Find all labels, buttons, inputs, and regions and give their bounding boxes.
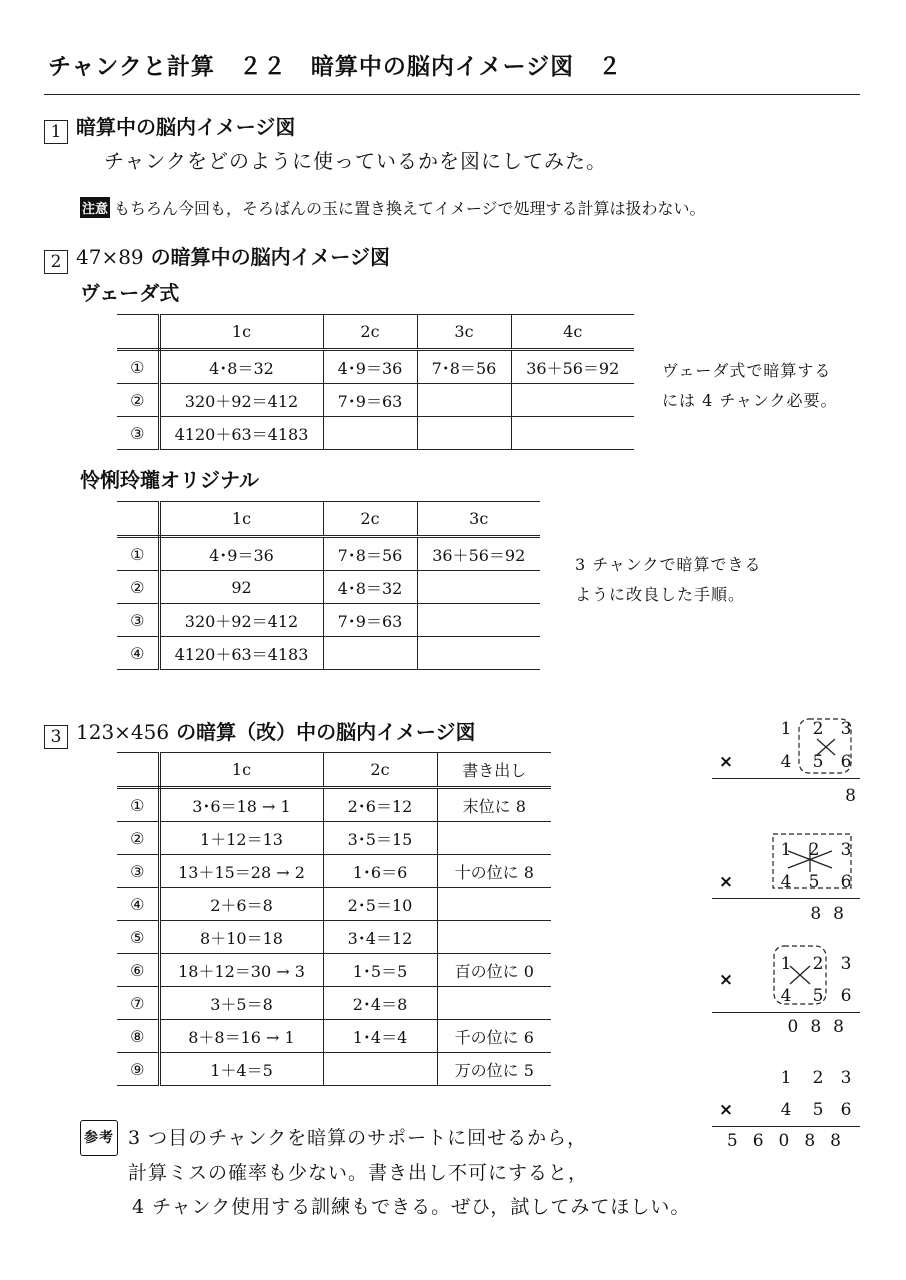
digit-bottom-6: 6 xyxy=(840,752,852,772)
table-cell: 3･5＝15 xyxy=(323,822,437,855)
steps-header: 書き出し xyxy=(437,753,551,788)
digit-bottom-5: 5 xyxy=(812,986,824,1006)
vedic-header: 1c xyxy=(159,315,323,350)
table-cell: 7･8＝56 xyxy=(417,350,511,384)
row-index: ② xyxy=(117,384,159,417)
digit-bottom-5: 5 xyxy=(812,752,824,772)
table-cell: 3＋5＝8 xyxy=(159,987,323,1020)
table-cell: 4･8＝32 xyxy=(323,571,417,604)
table-row xyxy=(117,604,540,637)
digit-top-2: 2 xyxy=(812,719,824,739)
table-cell xyxy=(323,417,417,450)
section-3-heading xyxy=(44,716,475,749)
digit-bottom-6: 6 xyxy=(840,1100,852,1120)
row-index: ⑦ xyxy=(117,987,159,1020)
table-cell: 4120＋63＝4183 xyxy=(159,637,323,670)
steps-header: 1c xyxy=(159,753,323,788)
digit-bottom-4: 4 xyxy=(780,752,792,772)
cross-box-2 xyxy=(770,832,854,892)
table-cell: 4･9＝36 xyxy=(159,537,323,571)
section-2-number: 2 xyxy=(44,250,68,274)
times-sign: × xyxy=(718,970,734,990)
table-cell xyxy=(437,987,551,1020)
times-sign: × xyxy=(718,1100,734,1120)
table-cell xyxy=(437,921,551,954)
table-cell: 1･4＝4 xyxy=(323,1020,437,1053)
digit-bottom-4: 4 xyxy=(780,986,792,1006)
table-cell: 2･5＝10 xyxy=(323,888,437,921)
table-cell: 320＋92＝412 xyxy=(159,604,323,637)
vedic-table xyxy=(117,314,634,450)
table-cell: 2＋6＝8 xyxy=(159,888,323,921)
table-cell: 2･6＝12 xyxy=(323,788,437,822)
row-index: ③ xyxy=(117,855,159,888)
table-cell: 4･8＝32 xyxy=(159,350,323,384)
section-3-number: 3 xyxy=(44,725,68,749)
section-2-expression: 47×89 xyxy=(76,245,144,269)
digit-top-3: 3 xyxy=(840,840,852,860)
table-cell: 1＋12＝13 xyxy=(159,822,323,855)
table-cell: 7･9＝63 xyxy=(323,384,417,417)
cross-box-1 xyxy=(795,717,855,777)
digit-top-1: 1 xyxy=(780,840,792,860)
table-cell: 4･9＝36 xyxy=(323,350,417,384)
result-line xyxy=(712,898,860,899)
digit-bottom-5: 5 xyxy=(808,872,820,892)
table-cell: 320＋92＝412 xyxy=(159,384,323,417)
table-cell: 末位に 8 xyxy=(437,788,551,822)
table-cell xyxy=(417,417,511,450)
section-1-heading xyxy=(44,111,295,144)
table-cell: 1＋4＝5 xyxy=(159,1053,323,1086)
digit-top-2: 2 xyxy=(812,1068,824,1088)
digit-top-2: 2 xyxy=(808,840,820,860)
table-cell: 3･6＝18 → 1 xyxy=(159,788,323,822)
table-cell xyxy=(511,384,634,417)
section-1-title: 暗算中の脳内イメージ図 xyxy=(76,115,296,139)
vedic-header: 4c xyxy=(511,315,634,350)
original-header: 3c xyxy=(417,502,540,537)
vedic-note-line: には 4 チャンク必要。 xyxy=(662,391,838,410)
table-cell xyxy=(417,637,540,670)
row-index: ② xyxy=(117,571,159,604)
digit-top-2: 2 xyxy=(812,954,824,974)
table-row xyxy=(117,350,634,384)
page-title: チャンクと計算 ２２ 暗算中の脳内イメージ図 ２ xyxy=(48,54,623,80)
table-cell: 18＋12＝30 → 3 xyxy=(159,954,323,987)
table-cell: 8＋8＝16 → 1 xyxy=(159,1020,323,1053)
vedic-note xyxy=(662,356,838,416)
vedic-header: 2c xyxy=(323,315,417,350)
table-cell: 1･6＝6 xyxy=(323,855,437,888)
steps-header-index xyxy=(117,753,159,788)
table-cell: 13＋15＝28 → 2 xyxy=(159,855,323,888)
table-cell xyxy=(417,571,540,604)
original-note-line: ように改良した手順。 xyxy=(575,585,746,604)
table-cell: 万の位に 5 xyxy=(437,1053,551,1086)
steps-header: 2c xyxy=(323,753,437,788)
row-index: ② xyxy=(117,822,159,855)
digit-bottom-5: 5 xyxy=(812,1100,824,1120)
digit-top-1: 1 xyxy=(780,719,792,739)
row-index: ③ xyxy=(117,604,159,637)
table-row xyxy=(117,822,551,855)
digit-top-3: 3 xyxy=(840,1068,852,1088)
table-cell: 8＋10＝18 xyxy=(159,921,323,954)
table-cell: 36＋56＝92 xyxy=(511,350,634,384)
table-row xyxy=(117,987,551,1020)
vedic-header: 3c xyxy=(417,315,511,350)
title-rule xyxy=(44,94,860,95)
reference-line: 計算ミスの確率も少ない。書き出し不可にすると， xyxy=(128,1162,589,1184)
section-3-expression: 123×456 xyxy=(76,720,170,744)
result-line xyxy=(712,1012,860,1013)
reference-line: 4 チャンク使用する訓練もできる。ぜひ，試してみてほしい。 xyxy=(132,1196,691,1218)
row-index: ⑨ xyxy=(117,1053,159,1086)
table-row xyxy=(117,571,540,604)
table-cell xyxy=(417,384,511,417)
final-result: 56088 xyxy=(726,1131,856,1151)
row-index: ⑤ xyxy=(117,921,159,954)
section-1-number: 1 xyxy=(44,120,68,144)
times-sign: × xyxy=(718,872,734,892)
digit-bottom-4: 4 xyxy=(780,872,792,892)
vedic-title: ヴェーダ式 xyxy=(80,281,180,305)
partial-result-3: 088 xyxy=(787,1017,856,1037)
note-tag: 注意 xyxy=(80,197,110,218)
reference-line: 3 つ目のチャンクを暗算のサポートに回せるから， xyxy=(128,1127,588,1149)
table-cell: 92 xyxy=(159,571,323,604)
section-2-heading xyxy=(44,241,390,274)
table-cell xyxy=(437,822,551,855)
table-row xyxy=(117,384,634,417)
table-row xyxy=(117,1020,551,1053)
vedic-header-index xyxy=(117,315,159,350)
result-line xyxy=(712,778,860,779)
times-sign: × xyxy=(718,752,734,772)
table-cell: 千の位に 6 xyxy=(437,1020,551,1053)
table-row xyxy=(117,855,551,888)
row-index: ④ xyxy=(117,637,159,670)
table-cell: 百の位に 0 xyxy=(437,954,551,987)
original-note xyxy=(575,550,761,610)
original-header-index xyxy=(117,502,159,537)
digit-top-3: 3 xyxy=(840,719,852,739)
table-row xyxy=(117,417,634,450)
table-row xyxy=(117,888,551,921)
table-cell: 1･5＝5 xyxy=(323,954,437,987)
table-cell: 3･4＝12 xyxy=(323,921,437,954)
table-cell xyxy=(417,604,540,637)
steps-table xyxy=(117,752,551,1086)
digit-bottom-6: 6 xyxy=(840,986,852,1006)
row-index: ④ xyxy=(117,888,159,921)
reference-note xyxy=(80,1120,690,1224)
partial-result-2: 88 xyxy=(810,904,856,924)
digit-top-1: 1 xyxy=(780,1068,792,1088)
note-text: もちろん今回も，そろばんの玉に置き換えてイメージで処理する計算は扱わない。 xyxy=(114,199,706,218)
row-index: ① xyxy=(117,537,159,571)
section-1-text: チャンクをどのように使っているかを図にしてみた。 xyxy=(104,149,607,173)
section-1-note xyxy=(80,196,706,219)
table-row xyxy=(117,788,551,822)
table-cell: 7･9＝63 xyxy=(323,604,417,637)
row-index: ③ xyxy=(117,417,159,450)
table-cell: 2･4＝8 xyxy=(323,987,437,1020)
row-index: ⑧ xyxy=(117,1020,159,1053)
table-cell: 十の位に 8 xyxy=(437,855,551,888)
result-line xyxy=(712,1126,860,1127)
original-header: 2c xyxy=(323,502,417,537)
vedic-note-line: ヴェーダ式で暗算する xyxy=(662,361,832,380)
original-title: 怜悧玲瓏オリジナル xyxy=(80,468,259,492)
table-cell: 4120＋63＝4183 xyxy=(159,417,323,450)
digit-top-1: 1 xyxy=(780,954,792,974)
row-index: ① xyxy=(117,350,159,384)
table-cell: 7･8＝56 xyxy=(323,537,417,571)
partial-result-1: 8 xyxy=(845,786,856,806)
cross-box-3 xyxy=(770,944,830,1008)
reference-tag: 参考 xyxy=(80,1120,118,1156)
section-2-title: の暗算中の脳内イメージ図 xyxy=(150,245,391,269)
table-cell xyxy=(323,1053,437,1086)
table-row xyxy=(117,537,540,571)
digit-top-3: 3 xyxy=(840,954,852,974)
table-cell xyxy=(511,417,634,450)
original-note-line: 3 チャンクで暗算できる xyxy=(575,555,762,574)
table-row xyxy=(117,637,540,670)
section-3-title: の暗算（改）中の脳内イメージ図 xyxy=(176,720,476,744)
table-cell xyxy=(323,637,417,670)
table-row xyxy=(117,954,551,987)
digit-bottom-6: 6 xyxy=(840,872,852,892)
table-cell: 36＋56＝92 xyxy=(417,537,540,571)
row-index: ⑥ xyxy=(117,954,159,987)
table-row xyxy=(117,921,551,954)
original-table xyxy=(117,501,540,670)
table-cell xyxy=(437,888,551,921)
table-row xyxy=(117,1053,551,1086)
row-index: ① xyxy=(117,788,159,822)
original-header: 1c xyxy=(159,502,323,537)
digit-bottom-4: 4 xyxy=(780,1100,792,1120)
